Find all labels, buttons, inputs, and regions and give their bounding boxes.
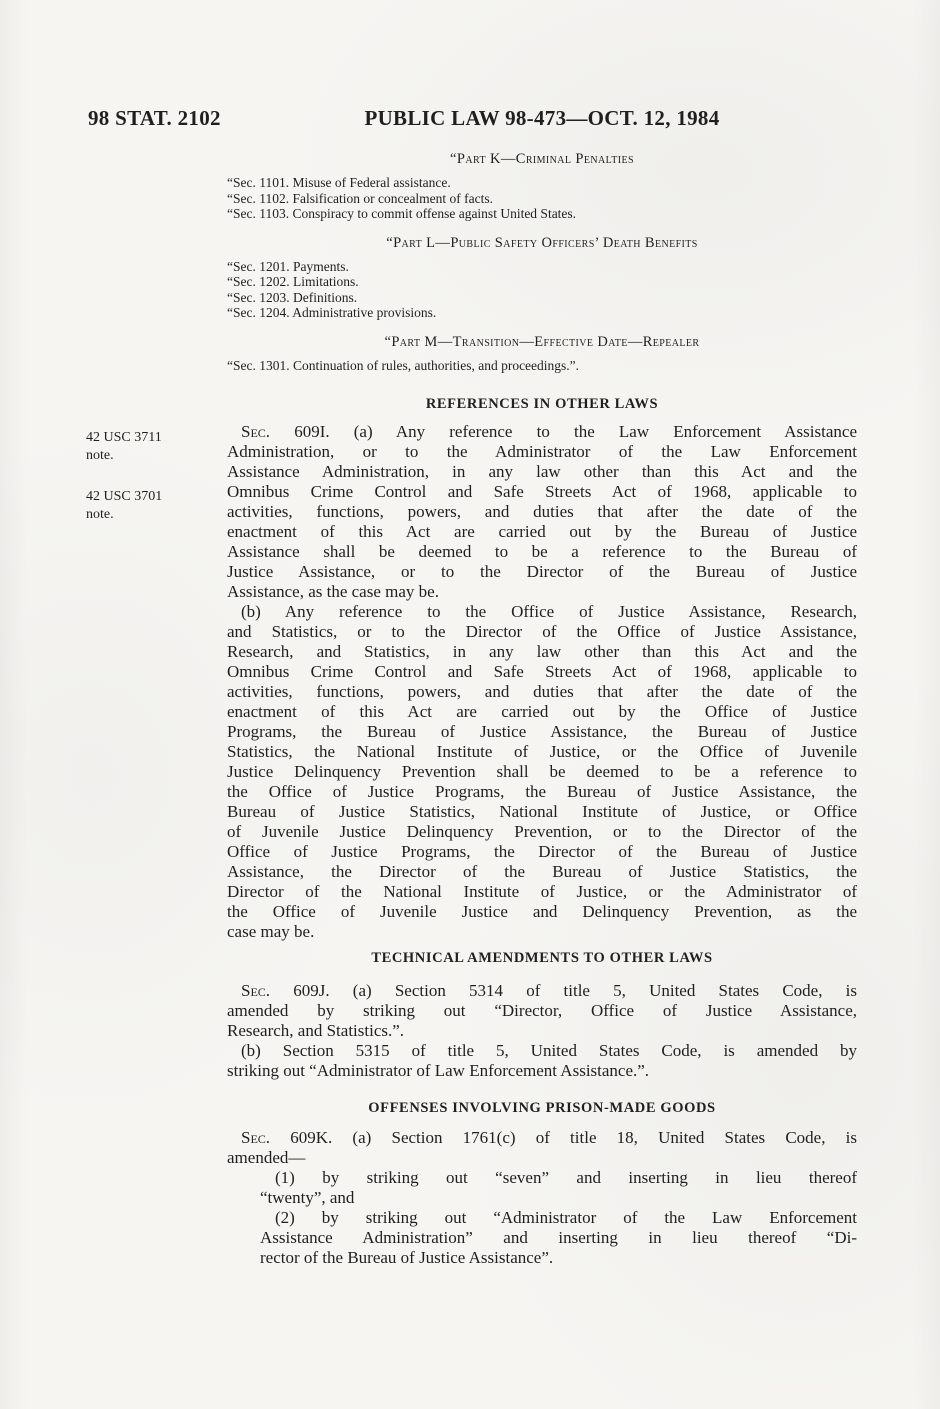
section-609k-item-2 — [260, 1208, 857, 1268]
toc-entry: “Sec. 1203. Definitions. — [227, 289, 358, 305]
text-line: Office of Justice Programs, the Director of the Bureau of Justice — [227, 842, 857, 861]
text-line: Sec. 609K. (a) Section 1761(c) of title 18, United States Code, is — [241, 1128, 857, 1147]
toc-entry: “Sec. 1201. Payments. — [227, 258, 349, 274]
text-line: amended by striking out “Director, Office of Justice Assistance, — [227, 1001, 857, 1020]
heading-technical-amendments: TECHNICAL AMENDMENTS TO OTHER LAWS — [371, 950, 713, 966]
margin-note-usc-3711: 42 USC 3711 note. — [86, 430, 162, 463]
table-of-contents — [227, 151, 857, 373]
section-609j-paragraph-b — [227, 1041, 857, 1081]
toc-entry: “Sec. 1102. Falsification or concealment of facts. — [227, 190, 494, 206]
text-line: activities, functions, powers, and duties that after the date of the — [227, 502, 857, 521]
text-line: (b) Section 5315 of title 5, United States Code, is amended by — [241, 1041, 857, 1060]
section-609i-paragraph-a — [227, 422, 857, 602]
text-line: Programs, the Bureau of Justice Assistance, the Bureau of Justice — [227, 722, 857, 741]
text-line: Director of the National Institute of Justice, or the Administrator of — [227, 882, 857, 901]
page-number: 98 STAT. 2102 — [88, 106, 221, 130]
margin-note-usc-3701: 42 USC 3701 note. — [86, 489, 163, 522]
text-line: the Office of Justice Programs, the Bureau of Justice Assistance, the — [227, 782, 857, 801]
text-line: enactment of this Act are carried out by the Bureau of Justice — [227, 522, 857, 541]
section-609k-intro — [227, 1128, 857, 1168]
text-line: Justice Assistance, or to the Director of the Bureau of Justice — [227, 562, 857, 581]
section-609i-paragraph-b — [227, 602, 857, 942]
text-line: and Statistics, or to the Director of the Office of Justice Assistance, — [227, 622, 857, 641]
text-line: Omnibus Crime Control and Safe Streets Act of 1968, applicable to — [227, 482, 857, 501]
toc-entry: “Sec. 1301. Continuation of rules, authorities, and proceedings.”. — [227, 357, 580, 373]
text-line: Research, and Statistics.”. — [227, 1021, 405, 1040]
section-label: Sec. — [241, 1128, 271, 1147]
text-line: of Juvenile Justice Delinquency Prevention, or to the Director of the — [227, 822, 857, 841]
toc-part-heading: “Part L—Public Safety Officers’ Death Benefits — [386, 234, 698, 251]
toc-part-heading: “Part M—Transition—Effective Date—Repealer — [384, 333, 700, 350]
law-title-header: PUBLIC LAW 98-473—OCT. 12, 1984 — [364, 106, 720, 130]
section-label: Sec. — [241, 422, 271, 441]
text-line: case may be. — [227, 922, 315, 941]
section-609i — [227, 422, 857, 942]
text-line: “twenty”, and — [260, 1188, 355, 1207]
text-line: Bureau of Justice Statistics, National Institute of Justice, or Office — [227, 802, 857, 821]
text-line: Statistics, the National Institute of Justice, or the Office of Juvenile — [227, 742, 857, 761]
text-line: activities, functions, powers, and duties that after the date of the — [227, 682, 857, 701]
toc-entry: “Sec. 1101. Misuse of Federal assistance. — [227, 175, 451, 190]
text-line: the Office of Juvenile Justice and Delinquency Prevention, as the — [227, 902, 857, 921]
text-line: (1) by striking out “seven” and inserting in lieu thereof — [275, 1168, 857, 1187]
section-609j-paragraph-a — [227, 981, 857, 1041]
text-line: Sec. 609I. (a) Any reference to the Law Enforcement Assistance — [241, 422, 857, 441]
text-line: Assistance, the Director of the Bureau of Justice Statistics, the — [227, 862, 857, 881]
section-609j — [227, 981, 857, 1081]
toc-entry: “Sec. 1103. Conspiracy to commit offense against United States. — [227, 206, 577, 221]
section-label: Sec. — [241, 981, 271, 1000]
text-line: Omnibus Crime Control and Safe Streets Act of 1968, applicable to — [227, 662, 857, 681]
text-line: Assistance, as the case may be. — [227, 582, 439, 601]
text-line: Assistance Administration, in any law other than this Act and the — [227, 462, 857, 481]
text-line: Justice Delinquency Prevention shall be deemed to be a reference to — [227, 762, 857, 781]
text-line: (2) by striking out “Administrator of the Law Enforcement — [275, 1208, 857, 1227]
text-line: striking out “Administrator of Law Enforcement Assistance.”. — [227, 1061, 650, 1080]
text-line: rector of the Bureau of Justice Assistance”. — [260, 1248, 554, 1267]
heading-references-in-other-laws: REFERENCES IN OTHER LAWS — [425, 396, 659, 412]
text-line: Administration, or to the Administrator of the Law Enforcement — [227, 442, 857, 461]
text-line: Research, and Statistics, in any law other than this Act and the — [227, 642, 857, 661]
text-line: Sec. 609J. (a) Section 5314 of title 5, United States Code, is — [241, 981, 857, 1000]
text-line: amended— — [227, 1148, 306, 1167]
text-line: enactment of this Act are carried out by the Office of Justice — [227, 702, 857, 721]
section-609k — [227, 1128, 857, 1268]
toc-entry: “Sec. 1204. Administrative provisions. — [227, 305, 437, 320]
toc-entry: “Sec. 1202. Limitations. — [227, 274, 359, 289]
text-line: Assistance shall be deemed to be a reference to the Bureau of — [227, 542, 857, 561]
text-line: (b) Any reference to the Office of Justice Assistance, Research, — [241, 602, 857, 621]
text-line: Assistance Administration” and inserting in lieu thereof “Di- — [260, 1228, 857, 1247]
toc-part-heading: “Part K—Criminal Penalties — [450, 151, 634, 167]
heading-offenses-prison-made-goods: OFFENSES INVOLVING PRISON-MADE GOODS — [368, 1100, 716, 1116]
section-609k-item-1 — [260, 1168, 857, 1208]
